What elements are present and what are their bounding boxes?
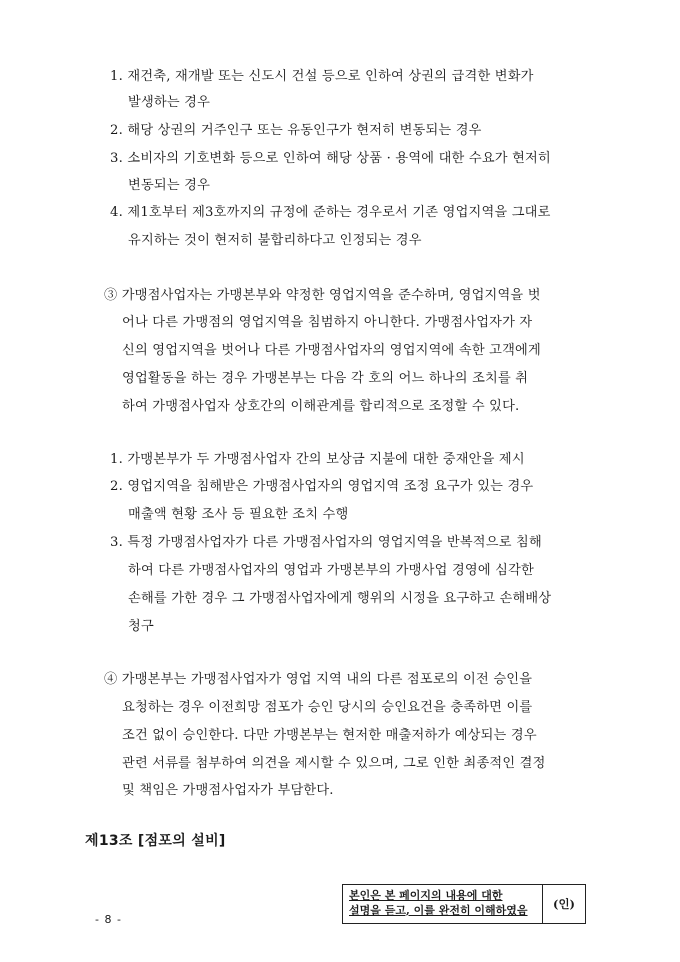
list-item-4: 4. 제1호부터 제3호까지의 규정에 준하는 경우로서 기존 영업지역을 그대로 [110, 205, 551, 220]
paragraph-3-line: ③ 가맹점사업자는 가맹본부와 약정한 영업지역을 준수하며, 영업지역을 벗 [104, 288, 541, 303]
remedy-item-3-cont: 청구 [128, 619, 154, 634]
paragraph-3-line: 신의 영업지역을 벗어나 다른 가맹점사업자의 영업지역에 속한 고객에게 [122, 343, 541, 358]
confirmation-line-2: 설명을 듣고, 이를 완전히 이해하였음 [349, 904, 528, 917]
paragraph-3-line: 어나 다른 가맹점의 영업지역을 침범하지 아니한다. 가맹점사업자가 자 [122, 315, 533, 330]
remedy-item-3-cont: 손해를 가한 경우 그 가맹점사업자에게 행위의 시정을 요구하고 손해배상 [128, 591, 552, 606]
remedy-item-2: 2. 영업지역을 침해받은 가맹점사업자의 영업지역 조정 요구가 있는 경우 [110, 479, 534, 494]
list-item-4-cont: 유지하는 것이 현저히 불합리하다고 인정되는 경우 [128, 233, 422, 248]
paragraph-4-line: 조건 없이 승인한다. 다만 가맹본부는 현저한 매출저하가 예상되는 경우 [122, 728, 537, 743]
paragraph-4-line: 및 책임은 가맹점사업자가 부담한다. [122, 783, 334, 798]
article-heading: 제13조 [점포의 설비] [85, 833, 226, 849]
paragraph-3-line: 하여 가맹점사업자 상호간의 이해관계를 합리적으로 조정할 수 있다. [122, 399, 520, 414]
confirmation-line-1: 본인은 본 페이지의 내용에 대한 [349, 889, 503, 902]
list-item-1: 1. 재건축, 재개발 또는 신도시 건설 등으로 인하여 상권의 급격한 변화가 [110, 69, 534, 84]
seal-field[interactable]: (인) [553, 897, 575, 911]
paragraph-3-line: 영업활동을 하는 경우 가맹본부는 다음 각 호의 어느 하나의 조치를 취 [122, 371, 529, 386]
remedy-item-2-cont: 매출액 현황 조사 등 필요한 조치 수행 [128, 507, 349, 522]
paragraph-4-line: ④ 가맹본부는 가맹점사업자가 영업 지역 내의 다른 점포로의 이전 승인을 [104, 672, 533, 687]
paragraph-4-line: 요청하는 경우 이전희망 점포가 승인 당시의 승인요건을 충족하면 이를 [122, 700, 533, 715]
list-item-1-cont: 발생하는 경우 [128, 95, 211, 110]
list-item-2: 2. 해당 상권의 거주인구 또는 유동인구가 현저히 변동되는 경우 [110, 123, 482, 138]
list-item-3: 3. 소비자의 기호변화 등으로 인하여 해당 상품 · 용역에 대한 수요가 현저히 [110, 151, 551, 166]
page-number: - 8 - [95, 913, 122, 926]
confirmation-statement [343, 885, 543, 923]
remedy-item-3-cont: 하여 다른 가맹점사업자의 영업과 가맹본부의 가맹사업 경영에 심각한 [128, 563, 534, 578]
confirmation-box [342, 884, 586, 924]
list-item-3-cont: 변동되는 경우 [128, 178, 211, 193]
remedy-item-1: 1. 가맹본부가 두 가맹점사업자 간의 보상금 지불에 대한 중재안을 제시 [110, 452, 525, 467]
paragraph-4-line: 관련 서류를 첨부하여 의견을 제시할 수 있으며, 그로 인한 최종적인 결정 [122, 756, 546, 771]
remedy-item-3: 3. 특정 가맹점사업자가 다른 가맹점사업자의 영업지역을 반복적으로 침해 [110, 535, 542, 550]
